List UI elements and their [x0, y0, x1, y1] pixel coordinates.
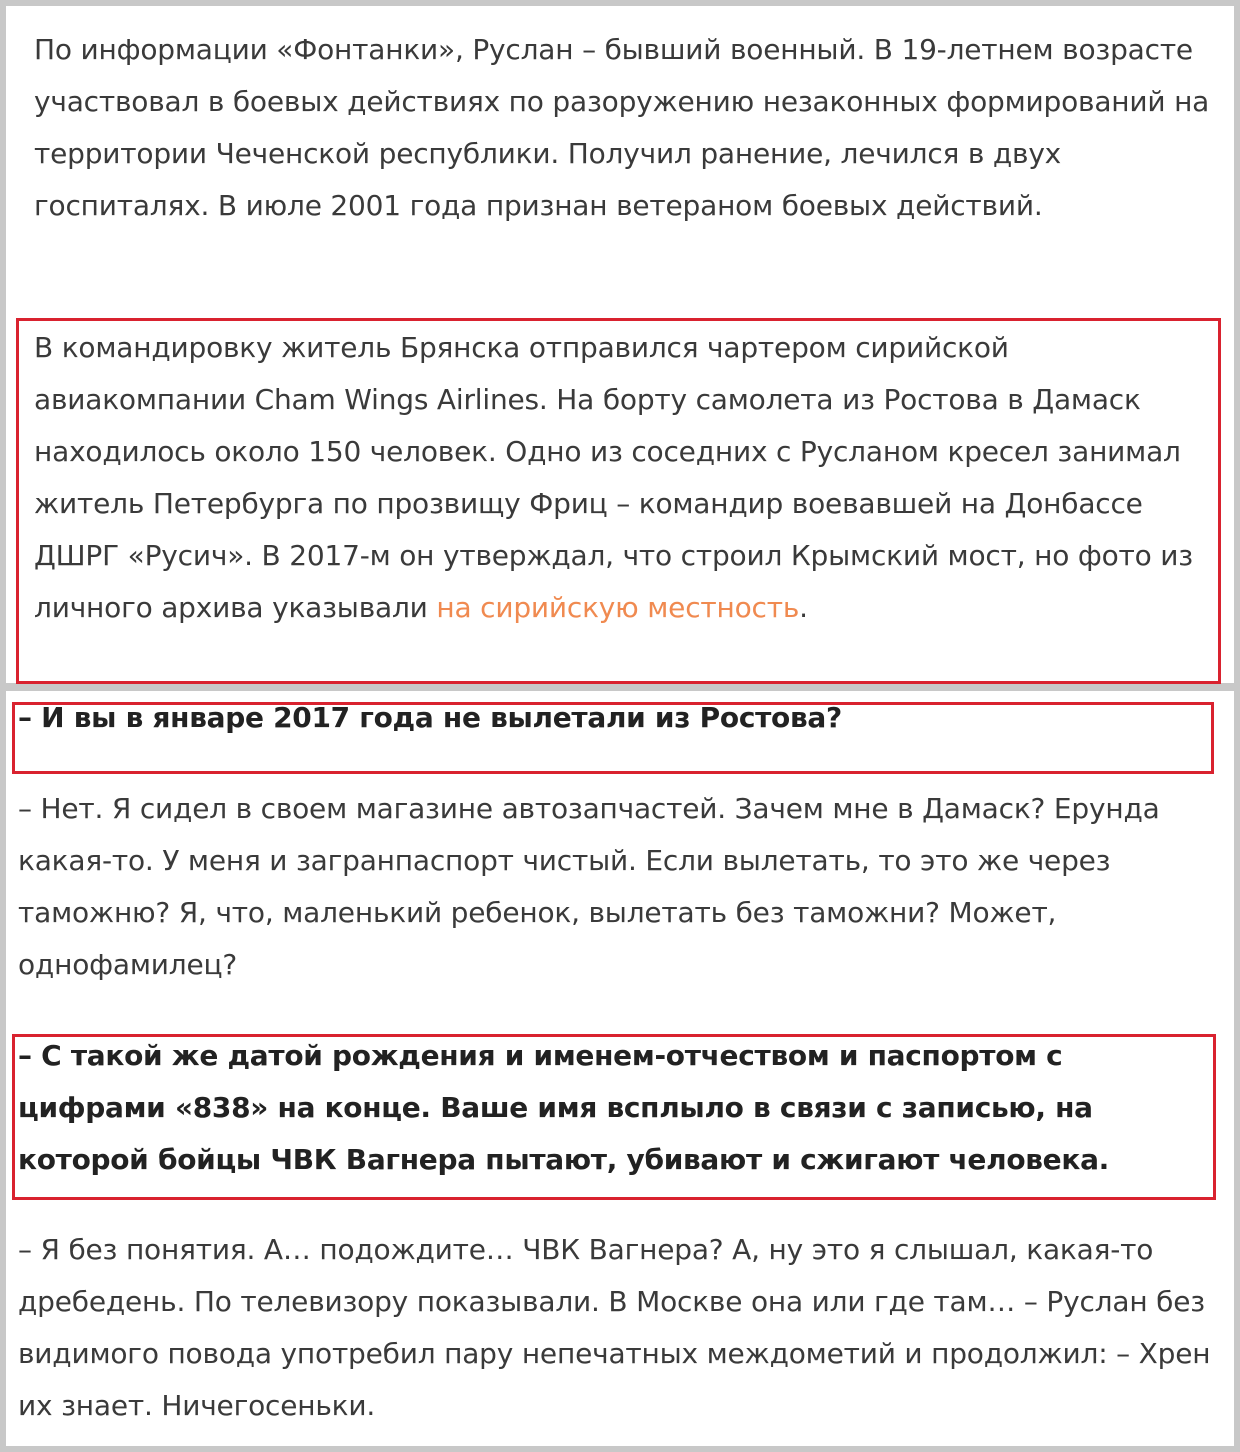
panel-divider	[0, 683, 1240, 691]
syrian-location-link[interactable]: на сирийскую местность	[436, 591, 800, 624]
highlight-box-question-1	[12, 702, 1214, 774]
paragraph-veteran-info: По информации «Фонтанки», Руслан – бывший военный. В 19-летнем возрасте участвовал в боевых действиях по разоружению незаконных формирований на территории Чеченской республики. Получил ранение, лечился в двух госпиталях. В июле 2001 года признан ветераном боевых действий.	[34, 33, 1210, 222]
interview-question-1: – И вы в январе 2017 года не вылетали из Ростова?	[18, 701, 842, 734]
interview-answer-1: – Нет. Я сидел в своем магазине автозапчастей. Зачем мне в Дамаск? Ерунда какая-то. У меня и загранпаспорт чистый. Если вылетать, то это же через таможню? Я, что, маленький ребенок, вылетать без таможни? Может, однофамилец?	[18, 792, 1160, 981]
highlight-box-question-2	[12, 1034, 1216, 1200]
interview-question-2: – С такой же датой рождения и именем-отчеством и паспортом с цифрами «838» на конце. Ваше имя всплыло в связи с записью, на которой бойцы ЧВК Вагнера пытают, убивают и сжигают человека.	[18, 1039, 1109, 1176]
paragraph-charter-text: В командировку житель Брянска отправился чартером сирийской авиакомпании Cham Wings Airlines. На борту самолета из Ростова в Дамаск находилось около 150 человек. Одно из соседних с Русланом кресел занимал житель Петербурга по прозвищу Фриц – командир воевавшей на Донбассе ДШРГ «Русич». В 2017-м он утверждал, что строил Крымский мост, но фото из личного архива указывали	[34, 331, 1193, 624]
highlight-box-charter	[16, 318, 1221, 684]
interview-answer-2: – Я без понятия. А… подождите… ЧВК Вагнера? А, ну это я слышал, какая-то дребедень. По телевизору показывали. В Москве она или где там… – Руслан без видимого повода употребил пару непечатных междометий и продолжил: – Хрен их знает. Ничегосеньки.	[18, 1233, 1211, 1422]
paragraph-charter-end: .	[799, 591, 808, 624]
